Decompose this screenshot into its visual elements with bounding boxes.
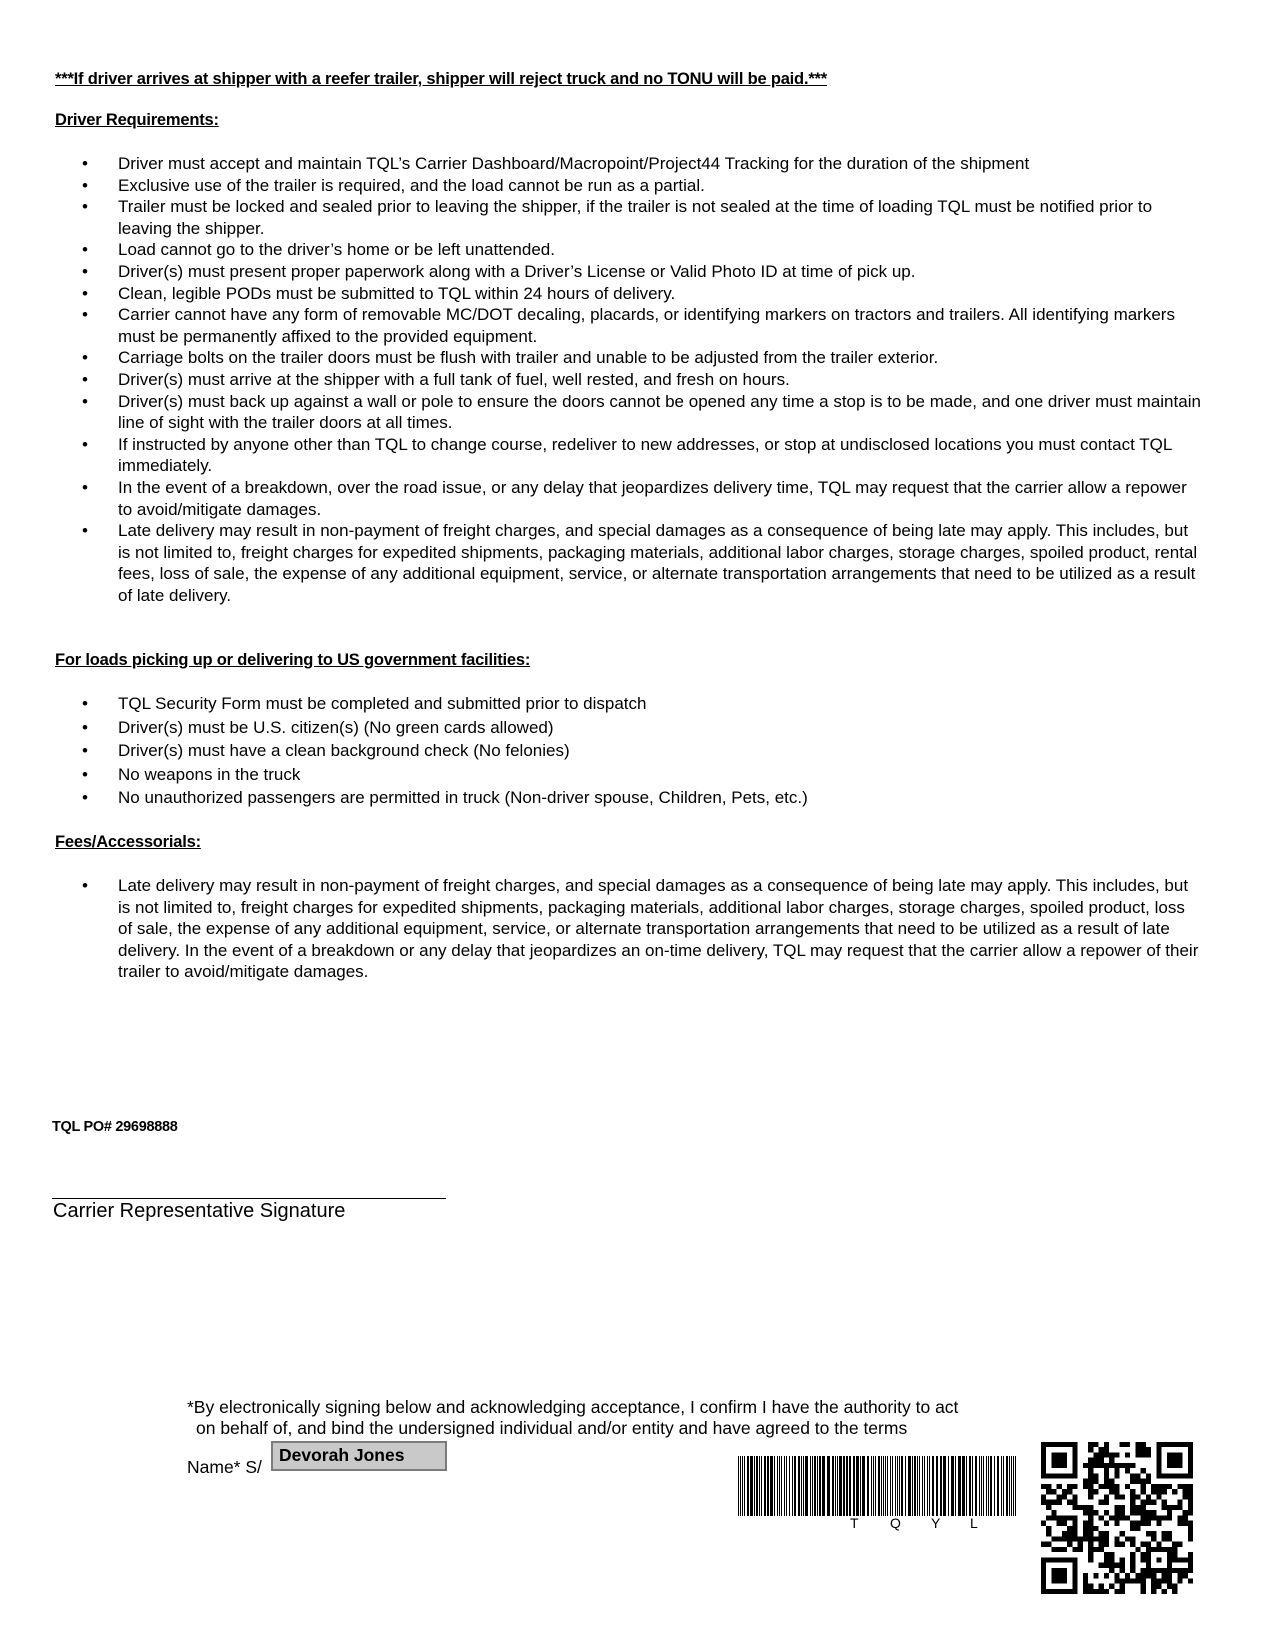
fees-accessorials-heading: Fees/Accessorials:	[55, 833, 201, 851]
acknowledgement-line-2: on behalf of, and bind the undersigned individual and/or entity and have agreed to the terms	[196, 1418, 908, 1438]
list-item: • Driver(s) must be U.S. citizen(s) (No green cards allowed)	[82, 716, 1202, 740]
list-item: • TQL Security Form must be completed and submitted prior to dispatch	[82, 692, 1202, 716]
list-item: • Driver(s) must have a clean background check (No felonies)	[82, 739, 1202, 763]
acknowledgement-text	[187, 1397, 1037, 1439]
list-item: • If instructed by anyone other than TQL to change course, redeliver to new addresses, or stop at undisclosed locations you must contact TQL immediately.	[82, 434, 1202, 477]
barcode-char: Q	[890, 1515, 901, 1531]
qr-code-icon	[1041, 1442, 1193, 1594]
name-label: Name* S/	[187, 1457, 262, 1477]
list-item: • Driver(s) must arrive at the shipper with a full tank of fuel, well rested, and fresh on hours.	[82, 369, 1202, 391]
barcode-char: Y	[931, 1515, 941, 1531]
fees-list	[82, 875, 1202, 983]
driver-requirements-heading: Driver Requirements:	[55, 111, 219, 129]
barcode-caption	[738, 1515, 1018, 1531]
po-number: TQL PO# 29698888	[52, 1119, 178, 1135]
list-item: • Driver(s) must back up against a wall or pole to ensure the doors cannot be opened any time a stop is to be made, and one driver must maintain line of sight with the trailer doors at all times.	[82, 391, 1202, 434]
list-item: • No unauthorized passengers are permitted in truck (Non-driver spouse, Children, Pets, etc.)	[82, 786, 1202, 810]
barcode-char: T	[850, 1515, 859, 1531]
list-item: • Driver(s) must present proper paperwork along with a Driver’s License or Valid Photo ID at time of pick up.	[82, 261, 1202, 283]
signature-label: Carrier Representative Signature	[53, 1200, 346, 1222]
list-item: • In the event of a breakdown, over the road issue, or any delay that jeopardizes delivery time, TQL may request that the carrier allow a repower to avoid/mitigate damages.	[82, 477, 1202, 520]
list-item: • Clean, legible PODs must be submitted to TQL within 24 hours of delivery.	[82, 283, 1202, 305]
government-requirements-list	[82, 692, 1202, 810]
list-item: • Trailer must be locked and sealed prior to leaving the shipper, if the trailer is not sealed at the time of loading TQL must be notified prior to leaving the shipper.	[82, 196, 1202, 239]
list-item: • No weapons in the truck	[82, 763, 1202, 787]
reefer-warning: ***If driver arrives at shipper with a reefer trailer, shipper will reject truck and no TONU will be paid.***	[55, 70, 827, 88]
government-facilities-heading: For loads picking up or delivering to US government facilities:	[55, 651, 531, 669]
list-item: • Exclusive use of the trailer is required, and the load cannot be run as a partial.	[82, 175, 1202, 197]
name-signature-field[interactable]: Devorah Jones	[271, 1441, 447, 1471]
driver-requirements-list	[82, 153, 1202, 606]
list-item: • Late delivery may result in non-payment of freight charges, and special damages as a consequence of being late may apply. This includes, but is not limited to, freight charges for expedited shipments, packaging materials, additional labor charges, storage charges, spoiled product, rental fees, loss of sale, the expense of any additional equipment, service, or alternate transportation arrangements that need to be utilized as a result of late delivery.	[82, 520, 1202, 606]
list-item: • Carriage bolts on the trailer doors must be flush with trailer and unable to be adjusted from the trailer exterior.	[82, 347, 1202, 369]
list-item: • Driver must accept and maintain TQL’s Carrier Dashboard/Macropoint/Project44 Tracking for the duration of the shipment	[82, 153, 1202, 175]
acknowledgement-line-1: *By electronically signing below and acknowledging acceptance, I confirm I have the authority to act	[187, 1397, 959, 1417]
signature-line[interactable]	[52, 1198, 446, 1199]
list-item: • Late delivery may result in non-payment of freight charges, and special damages as a consequence of being late may apply. This includes, but is not limited to, freight charges for expedited shipments, packaging materials, additional labor charges, storage charges, spoiled product, loss of sale, the expense of any additional equipment, service, or alternate transportation arrangements that need to be utilized as a result of late delivery. In the event of a breakdown or any delay that jeopardizes an on-time delivery, TQL may request that the carrier allow a repower of their trailer to avoid/mitigate damages.	[82, 875, 1202, 983]
list-item: • Load cannot go to the driver’s home or be left unattended.	[82, 239, 1202, 261]
barcode-icon	[738, 1456, 1018, 1516]
barcode-char: L	[970, 1515, 978, 1531]
list-item: • Carrier cannot have any form of removable MC/DOT decaling, placards, or identifying markers on tractors and trailers. All identifying markers must be permanently affixed to the provided equipment.	[82, 304, 1202, 347]
